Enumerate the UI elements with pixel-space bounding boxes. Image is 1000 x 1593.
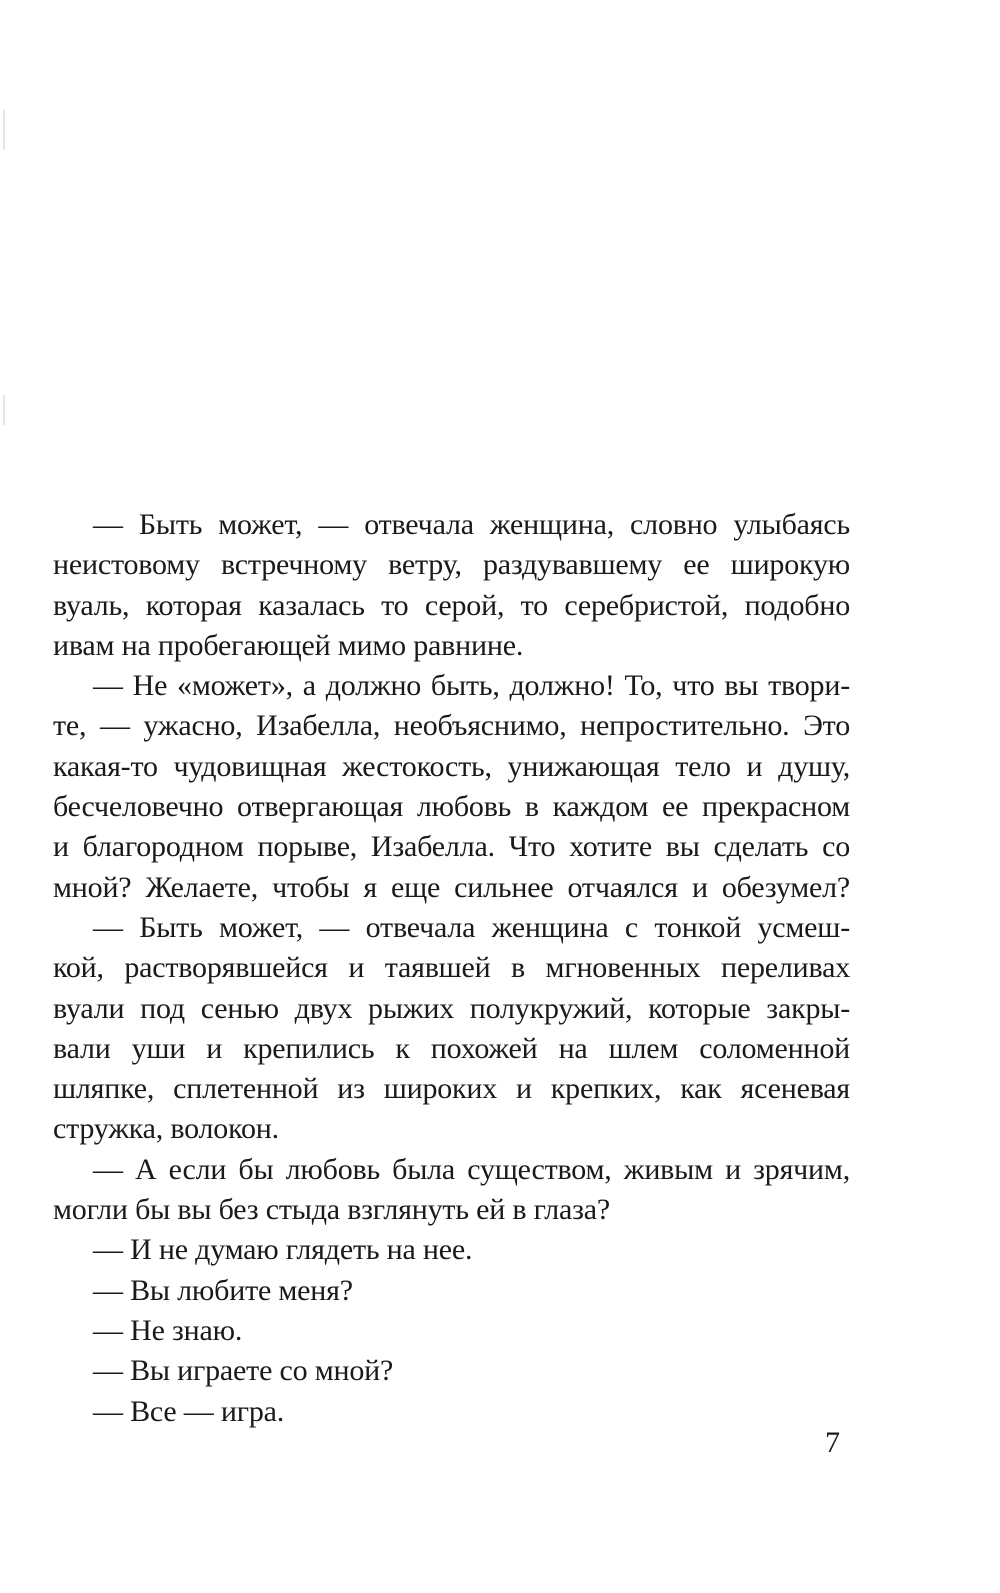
scan-edge-mark (3, 395, 5, 425)
text-line: стружка, волокон. (53, 1112, 279, 1146)
body-text (53, 505, 850, 1432)
text-line: и благородном порыве, Изабелла. Что хотите вы сделать со (53, 830, 850, 864)
text-line: — Быть может, — отвечала женщина с тонкой усмеш- (93, 910, 850, 944)
text-line: мной? Желаете, чтобы я еще сильнее отчаялся и обезумел? (53, 870, 850, 904)
text-line: могли бы вы без стыда взглянуть ей в глаза? (53, 1193, 610, 1227)
scan-edge-mark (3, 110, 5, 150)
text-line: — А если бы любовь была существом, живым и зрячим, (93, 1152, 850, 1186)
dialogue-line: — Вы любите меня? (93, 1273, 353, 1307)
dialogue-line: — Все — игра. (93, 1394, 285, 1428)
text-line: бесчеловечно отвергающая любовь в каждом ее прекрасном (53, 790, 850, 824)
text-line: кой, растворявшейся и таявшей в мгновенных переливах (53, 951, 850, 985)
text-line: — Не «может», а должно быть, должно! То, что вы твори- (93, 669, 850, 703)
page-number: 7 (825, 1426, 840, 1459)
text-line: вали уши и крепились к похожей на шлем соломенной (53, 1031, 850, 1065)
text-line: шляпке, сплетенной из широких и крепких, как ясеневая (53, 1072, 850, 1106)
text-line: вуали под сенью двух рыжих полукружий, которые закры- (53, 991, 850, 1025)
text-line: — Быть может, — отвечала женщина, словно улыбаясь (93, 508, 850, 541)
text-line: вуаль, которая казалась то серой, то серебристой, подобно (53, 588, 850, 622)
text-line: ивам на пробегающей мимо равнине. (53, 628, 524, 662)
dialogue-line: — И не думаю глядеть на нее. (93, 1233, 473, 1267)
dialogue-line: — Не знаю. (93, 1313, 243, 1347)
dialogue-line: — Вы играете со мной? (93, 1354, 394, 1388)
text-line: неистовому встречному ветру, раздувавшему ее широкую (53, 548, 850, 582)
text-line: те, — ужасно, Изабелла, необъяснимо, непростительно. Это (53, 709, 850, 743)
text-line: какая-то чудовищная жестокость, унижающая тело и душу, (53, 749, 850, 783)
